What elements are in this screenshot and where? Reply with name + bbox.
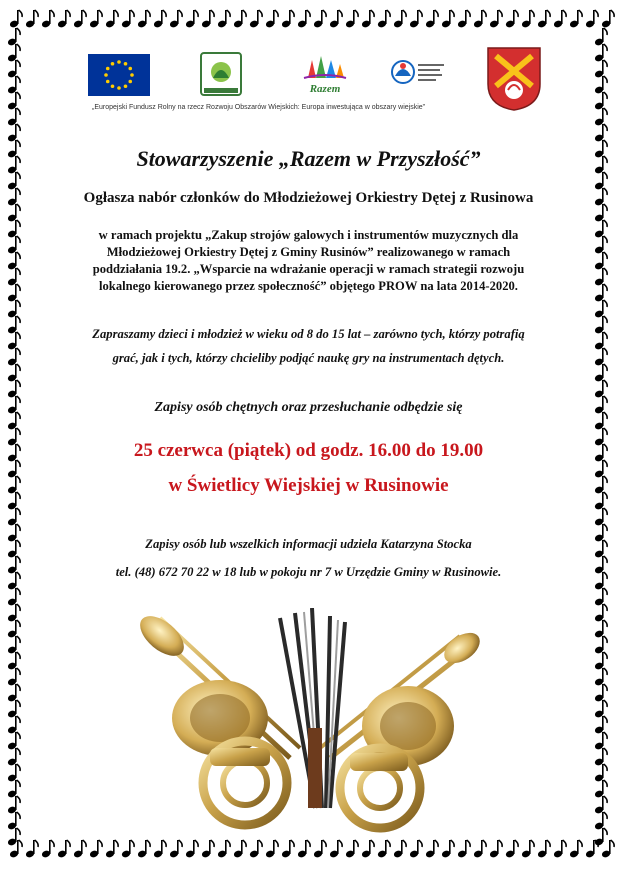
music-note-icon: [7, 236, 20, 254]
music-note-icon: [553, 840, 566, 858]
music-note-icon: [7, 556, 20, 574]
event-date: 25 czerwca (piątek) od godz. 16.00 do 19.00: [133, 440, 484, 461]
music-note-icon: [594, 76, 607, 94]
music-note-icon: [594, 668, 607, 686]
music-note-icon: [521, 10, 534, 28]
invite-line: grać, jak i tych, którzy chcieliby podjąć naukę gry na instrumentach dętych.: [112, 351, 505, 365]
music-note-icon: [425, 840, 438, 858]
music-note-icon: [7, 684, 20, 702]
music-note-icon: [89, 10, 102, 28]
invite-line: Zapraszamy dzieci i młodzież w wieku od 8 do 15 lat – zarówno tych, którzy potrafią: [92, 327, 525, 341]
music-note-icon: [594, 220, 607, 238]
music-note-icon: [585, 840, 598, 858]
music-note-icon: [105, 840, 118, 858]
music-note-icon: [7, 572, 20, 590]
signup-info: Zapisy osób chętnych oraz przesłuchanie odbędzie się: [154, 400, 463, 415]
music-note-icon: [594, 124, 607, 142]
music-note-icon: [377, 10, 390, 28]
music-note-icon: [7, 620, 20, 638]
music-note-icon: [594, 268, 607, 286]
music-note-icon: [265, 840, 278, 858]
music-note-icon: [281, 840, 294, 858]
sponsor-logos: [50, 48, 567, 118]
razem-logo-text: Razem: [309, 83, 341, 95]
music-note-icon: [594, 652, 607, 670]
music-note-icon: [594, 572, 607, 590]
music-note-icon: [601, 840, 614, 858]
music-note-icon: [7, 652, 20, 670]
music-note-icon: [7, 636, 20, 654]
music-note-icon: [7, 364, 20, 382]
eu-flag-icon: [88, 54, 150, 96]
music-note-icon: [7, 332, 20, 350]
music-note-icon: [594, 60, 607, 78]
music-note-icon: [7, 108, 20, 126]
music-note-icon: [25, 840, 38, 858]
project-line: w ramach projektu „Zakup strojów galowych i instrumentów muzycznych dla: [98, 228, 519, 242]
eu-star-icon: [128, 67, 132, 71]
music-note-icon: [25, 10, 38, 28]
music-note-icon: [594, 812, 607, 830]
music-note-icon: [297, 840, 310, 858]
music-note-icon: [594, 284, 607, 302]
music-note-icon: [585, 10, 598, 28]
organization-title: Stowarzyszenie „Razem w Przyszłość”: [136, 146, 481, 171]
eu-star-icon: [104, 73, 108, 77]
music-note-icon: [489, 10, 502, 28]
music-note-icon: [505, 10, 518, 28]
music-note-icon: [7, 124, 20, 142]
music-note-icon: [361, 10, 374, 28]
music-note-icon: [594, 252, 607, 270]
music-note-icon: [7, 172, 20, 190]
music-note-icon: [7, 28, 20, 46]
invitation-text: [50, 322, 567, 370]
music-note-icon: [297, 10, 310, 28]
music-note-icon: [105, 10, 118, 28]
music-note-icon: [594, 828, 607, 846]
music-note-icon: [329, 840, 342, 858]
music-note-icon: [7, 508, 20, 526]
music-note-icon: [441, 10, 454, 28]
music-note-icon: [7, 252, 20, 270]
music-note-icon: [537, 10, 550, 28]
music-note-icon: [7, 44, 20, 62]
music-note-icon: [594, 796, 607, 814]
eu-star-icon: [106, 80, 110, 84]
music-note-icon: [594, 732, 607, 750]
music-note-icon: [393, 840, 406, 858]
logos-caption: „Europejski Fundusz Rolny na rzecz Rozwoju Obszarów Wiejskich: Europa inwestująca w obszary wiejskie”: [92, 104, 426, 111]
lgd-logo-icon: [390, 56, 446, 92]
music-note-icon: [569, 10, 582, 28]
music-note-icon: [73, 840, 86, 858]
music-note-icon: [505, 840, 518, 858]
project-line: poddziałania 19.2. „Wsparcie na wdrażanie operacji w ramach strategii rozwoju: [92, 262, 525, 276]
music-note-icon: [393, 10, 406, 28]
music-note-icon: [594, 364, 607, 382]
music-note-icon: [7, 588, 20, 606]
music-note-icon: [473, 840, 486, 858]
music-note-icon: [7, 76, 20, 94]
announcement-heading: Ogłasza nabór członków do Młodzieżowej Orkiestry Dętej z Rusinowa: [83, 190, 534, 206]
music-note-icon: [169, 10, 182, 28]
music-note-icon: [57, 840, 70, 858]
music-note-icon: [7, 348, 20, 366]
eu-star-icon: [117, 60, 121, 64]
contact-line: tel. (48) 672 70 22 w 18 lub w pokoju nr 7 w Urzędzie Gminy w Rusinowie.: [115, 565, 502, 579]
music-note-icon: [553, 10, 566, 28]
music-note-icon: [594, 44, 607, 62]
music-note-icon: [473, 10, 486, 28]
music-note-icon: [345, 840, 358, 858]
music-note-icon: [594, 764, 607, 782]
music-note-icon: [594, 316, 607, 334]
music-note-icon: [489, 840, 502, 858]
music-note-icon: [249, 10, 262, 28]
music-note-icon: [457, 840, 470, 858]
music-note-icon: [313, 840, 326, 858]
music-note-icon: [594, 108, 607, 126]
music-note-icon: [7, 764, 20, 782]
music-note-icon: [217, 10, 230, 28]
contact-info: [60, 530, 557, 586]
music-note-icon: [7, 796, 20, 814]
music-note-icon: [594, 236, 607, 254]
music-note-icon: [601, 10, 614, 28]
music-note-icon: [7, 812, 20, 830]
eu-star-icon: [117, 86, 121, 90]
music-note-icon: [7, 524, 20, 542]
music-note-icon: [409, 840, 422, 858]
music-note-icon: [345, 10, 358, 28]
music-note-icon: [329, 10, 342, 28]
event-place: w Świetlicy Wiejskiej w Rusinowie: [168, 475, 449, 496]
music-note-icon: [441, 840, 454, 858]
music-note-icon: [7, 780, 20, 798]
rusinow-coat-of-arms-icon: [486, 46, 542, 112]
music-note-icon: [594, 300, 607, 318]
music-note-icon: [233, 10, 246, 28]
music-note-icon: [201, 10, 214, 28]
music-note-icon: [594, 780, 607, 798]
music-note-icon: [594, 620, 607, 638]
music-note-icon: [594, 716, 607, 734]
music-note-icon: [594, 332, 607, 350]
music-note-icon: [7, 380, 20, 398]
music-note-icon: [7, 316, 20, 334]
music-note-icon: [7, 300, 20, 318]
music-note-icon: [7, 732, 20, 750]
music-note-icon: [594, 636, 607, 654]
music-note-icon: [73, 10, 86, 28]
music-note-icon: [9, 840, 22, 858]
music-note-icon: [265, 10, 278, 28]
music-note-icon: [9, 10, 22, 28]
music-note-icon: [7, 540, 20, 558]
eu-star-icon: [124, 84, 128, 88]
music-note-icon: [7, 268, 20, 286]
music-note-icon: [377, 840, 390, 858]
music-note-icon: [594, 748, 607, 766]
music-note-icon: [153, 840, 166, 858]
eu-star-icon: [111, 84, 115, 88]
music-note-icon: [425, 10, 438, 28]
music-note-icon: [153, 10, 166, 28]
eu-star-icon: [124, 62, 128, 66]
music-note-icon: [594, 348, 607, 366]
razem-logo-icon: [300, 52, 350, 94]
music-note-icon: [281, 10, 294, 28]
music-note-icon: [7, 700, 20, 718]
music-note-icon: [594, 604, 607, 622]
leader-logo-icon: [200, 52, 242, 96]
music-note-icon: [594, 92, 607, 110]
music-note-icon: [7, 284, 20, 302]
eu-star-icon: [130, 73, 134, 77]
music-note-icon: [137, 840, 150, 858]
music-note-icon: [7, 92, 20, 110]
music-note-icon: [594, 172, 607, 190]
music-note-icon: [7, 828, 20, 846]
music-note-icon: [594, 508, 607, 526]
eu-star-icon: [111, 62, 115, 66]
music-note-icon: [7, 220, 20, 238]
music-note-icon: [313, 10, 326, 28]
project-line: Młodzieżowej Orkiestry Dętej z Gminy Rusinów” realizowanego w ramach: [106, 245, 511, 259]
music-note-icon: [57, 10, 70, 28]
music-note-icon: [7, 60, 20, 78]
music-note-icon: [521, 840, 534, 858]
project-line: lokalnego kierowanego przez społeczność” objętego PROW na lata 2014-2020.: [99, 279, 518, 293]
music-note-icon: [89, 840, 102, 858]
music-note-icon: [594, 540, 607, 558]
music-note-icon: [169, 840, 182, 858]
music-note-icon: [137, 10, 150, 28]
music-note-icon: [594, 588, 607, 606]
eu-star-icon: [128, 80, 132, 84]
brass-instruments-illustration: [140, 608, 480, 833]
music-note-icon: [7, 668, 20, 686]
music-note-icon: [121, 10, 134, 28]
music-note-icon: [7, 748, 20, 766]
music-note-icon: [121, 840, 134, 858]
music-note-icon: [537, 840, 550, 858]
music-note-icon: [41, 10, 54, 28]
project-description: [56, 227, 561, 295]
music-note-icon: [41, 840, 54, 858]
music-note-icon: [201, 840, 214, 858]
music-note-icon: [457, 10, 470, 28]
music-note-icon: [594, 524, 607, 542]
music-note-icon: [594, 684, 607, 702]
music-note-icon: [594, 700, 607, 718]
music-note-icon: [409, 10, 422, 28]
music-note-icon: [594, 380, 607, 398]
music-note-icon: [217, 840, 230, 858]
music-note-icon: [594, 28, 607, 46]
contact-line: Zapisy osób lub wszelkich informacji udziela Katarzyna Stocka: [145, 537, 472, 551]
music-note-icon: [361, 840, 374, 858]
eu-star-icon: [106, 67, 110, 71]
music-note-icon: [233, 840, 246, 858]
music-note-icon: [594, 556, 607, 574]
music-note-icon: [7, 716, 20, 734]
music-note-icon: [185, 10, 198, 28]
music-note-icon: [569, 840, 582, 858]
music-note-icon: [249, 840, 262, 858]
music-note-icon: [7, 604, 20, 622]
music-note-icon: [185, 840, 198, 858]
